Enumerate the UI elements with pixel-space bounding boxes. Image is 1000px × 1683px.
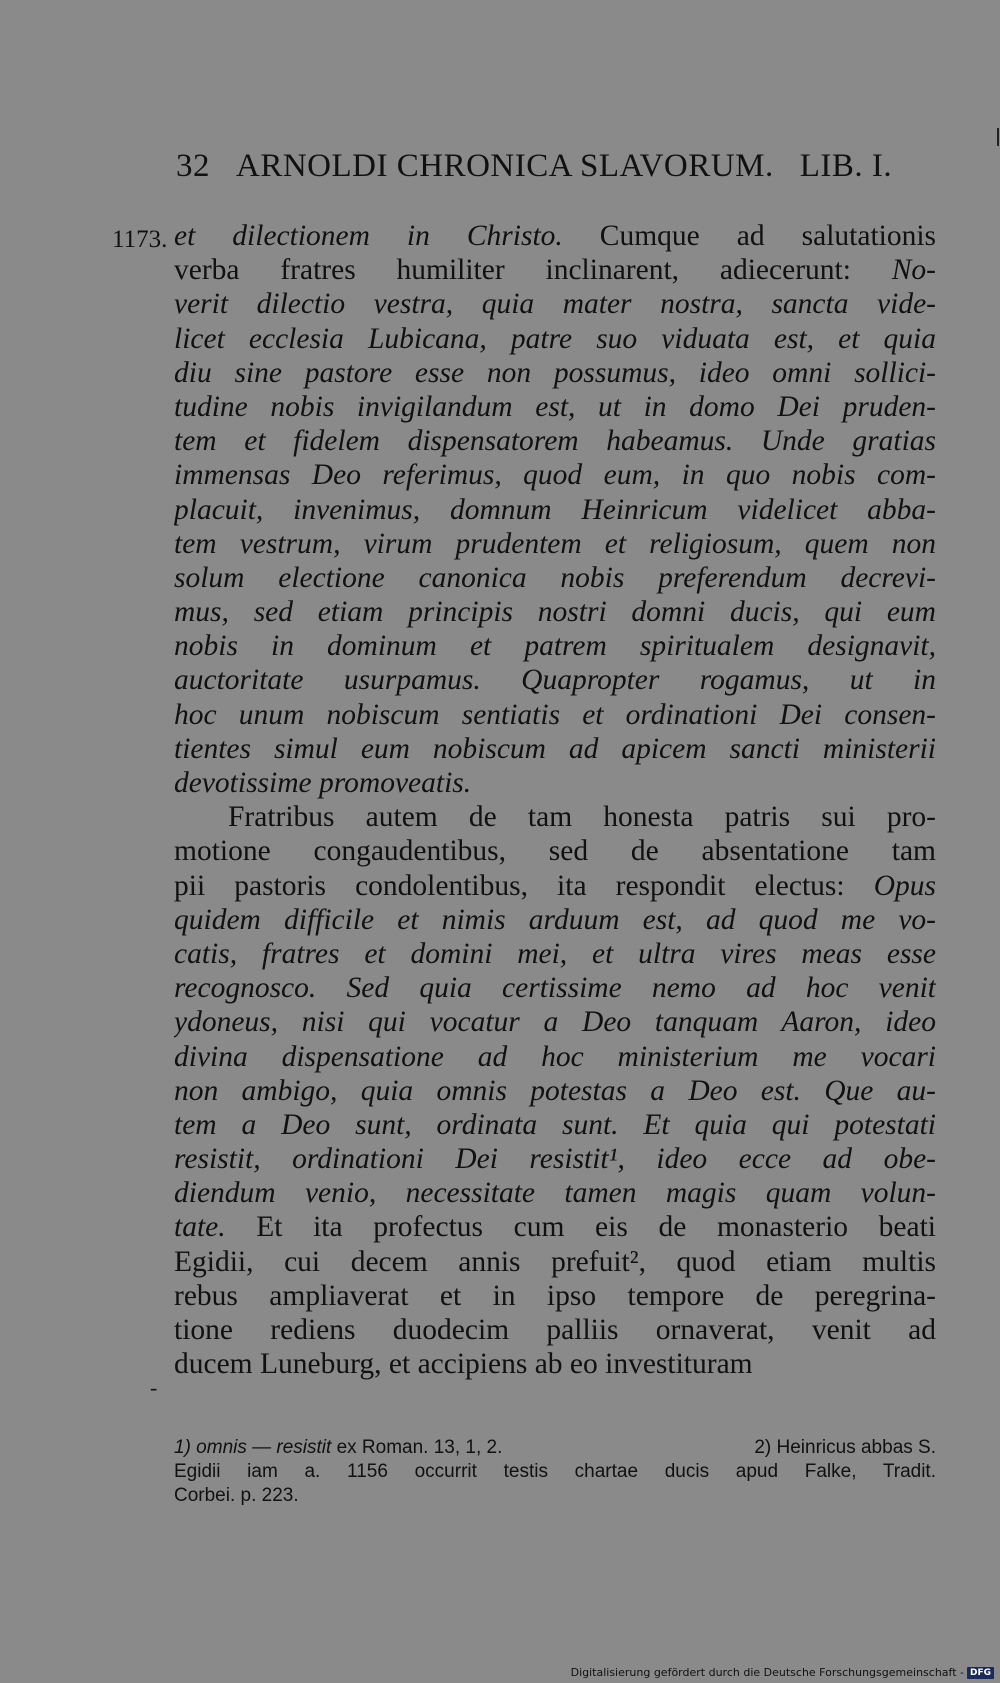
text-segment: tem a Deo sunt, ordinata sunt. Et quia qui potestati bbox=[174, 1108, 936, 1141]
text-line bbox=[174, 424, 936, 458]
book-label: LIB. I. bbox=[799, 148, 893, 184]
text-segment: No- bbox=[891, 254, 936, 287]
text-segment: Opus bbox=[873, 869, 936, 902]
text-segment: tem et fidelem dispensatorem habeamus. Unde gratias bbox=[174, 425, 936, 458]
page-number: 32 bbox=[176, 148, 210, 184]
text-segment: tientes simul eum nobiscum ad apicem sancti ministerii bbox=[174, 732, 936, 765]
text-line bbox=[174, 390, 936, 424]
text-segment: Egidii, cui decem annis prefuit², quod etiam multis bbox=[174, 1245, 936, 1278]
running-header bbox=[176, 148, 936, 185]
text-segment: motione congaudentibus, sed de absentatione tam bbox=[174, 835, 936, 868]
text-line bbox=[174, 1245, 936, 1279]
footnote-1-ref: 1) omnis — resistit bbox=[174, 1437, 332, 1458]
text-line bbox=[174, 766, 936, 800]
text-segment: mus, sed etiam principis nostri domni ducis, qui eum bbox=[174, 596, 936, 629]
text-line bbox=[174, 869, 936, 903]
text-segment: nobis in dominum et patrem spiritualem designavit, bbox=[174, 630, 936, 663]
scan-edge-mark bbox=[997, 128, 999, 146]
text-line bbox=[174, 219, 936, 253]
text-line bbox=[174, 1108, 936, 1142]
text-line bbox=[174, 1176, 936, 1210]
body-text bbox=[174, 219, 936, 1381]
text-segment: solum electione canonica nobis preferendum decrevi- bbox=[174, 561, 936, 594]
text-line bbox=[174, 1347, 936, 1381]
text-line bbox=[174, 800, 936, 834]
text-segment: ducem Luneburg, et accipiens ab eo investituram bbox=[174, 1348, 753, 1381]
text-line bbox=[174, 322, 936, 356]
text-line bbox=[174, 253, 936, 287]
text-segment: hoc unum nobiscum sentiatis et ordinationi Dei consen- bbox=[174, 698, 936, 731]
text-segment: quidem difficile et nimis arduum est, ad quod me vo- bbox=[174, 903, 936, 936]
text-line bbox=[174, 561, 936, 595]
footnote-line-1 bbox=[174, 1436, 936, 1460]
text-segment: resistit, ordinationi Dei resistit¹, ideo ecce ad obe- bbox=[174, 1143, 936, 1176]
text-segment: licet ecclesia Lubicana, patre suo viduata est, et quia bbox=[174, 322, 936, 355]
margin-mark: - bbox=[150, 1375, 158, 1400]
text-segment: tate. bbox=[174, 1211, 226, 1244]
text-line bbox=[174, 458, 936, 492]
text-line bbox=[174, 1210, 936, 1244]
text-line bbox=[174, 1074, 936, 1108]
text-segment: recognosco. Sed quia certissime nemo ad hoc venit bbox=[174, 972, 936, 1005]
footnotes bbox=[174, 1436, 936, 1508]
text-line bbox=[174, 629, 936, 663]
text-segment: Et ita profectus cum eis de monasterio beati bbox=[225, 1211, 936, 1244]
text-segment: tudine nobis invigilandum est, ut in domo Dei pruden- bbox=[174, 390, 936, 423]
text-segment: pii pastoris condolentibus, ita respondit electus: bbox=[174, 869, 874, 902]
text-segment: non ambigo, quia omnis potestas a Deo est. Que au- bbox=[174, 1074, 936, 1107]
credit-text: Digitalisierung gefördert durch die Deutsche Forschungsgemeinschaft - bbox=[570, 1666, 964, 1679]
running-title: ARNOLDI CHRONICA SLAVORUM. bbox=[236, 148, 774, 184]
text-segment: diendum venio, necessitate tamen magis quam volun- bbox=[174, 1177, 936, 1210]
text-segment: et dilectionem in Christo. bbox=[174, 220, 563, 252]
text-line bbox=[174, 287, 936, 321]
text-segment: verit dilectio vestra, quia mater nostra, sancta vide- bbox=[174, 288, 936, 321]
footnote-1 bbox=[174, 1436, 502, 1460]
footnote-1-source: ex Roman. 13, 1, 2. bbox=[331, 1437, 503, 1458]
text-segment: rebus ampliaverat et in ipso tempore de peregrina- bbox=[174, 1279, 936, 1312]
text-line bbox=[174, 493, 936, 527]
text-line bbox=[174, 595, 936, 629]
text-segment: catis, fratres et domini mei, et ultra vires meas esse bbox=[174, 937, 936, 970]
text-line bbox=[174, 698, 936, 732]
text-segment: Fratribus autem de tam honesta patris sui pro- bbox=[228, 801, 936, 834]
text-line bbox=[174, 663, 936, 697]
text-segment: placuit, invenimus, domnum Heinricum videlicet abba- bbox=[174, 493, 936, 526]
footnote-line-3: Corbei. p. 223. bbox=[174, 1485, 299, 1506]
dfg-logo: DFG bbox=[967, 1667, 994, 1679]
text-line bbox=[174, 937, 936, 971]
text-line bbox=[174, 1005, 936, 1039]
text-line bbox=[174, 732, 936, 766]
text-segment: devotissime promoveatis. bbox=[174, 767, 472, 799]
text-segment: auctoritate usurpamus. Quapropter rogamus, ut in bbox=[174, 664, 936, 697]
text-segment: tem vestrum, virum prudentem et religiosum, quem non bbox=[174, 527, 936, 560]
digitization-credit bbox=[571, 1666, 994, 1679]
text-line bbox=[174, 834, 936, 868]
text-line bbox=[174, 1313, 936, 1347]
footnote-line-2: Egidii iam a. 1156 occurrit testis chartae ducis apud Falke, Tradit. bbox=[174, 1461, 936, 1482]
text-line bbox=[174, 971, 936, 1005]
text-segment: divina dispensatione ad hoc ministerium me vocari bbox=[174, 1040, 936, 1073]
text-line bbox=[174, 1142, 936, 1176]
text-line bbox=[174, 356, 936, 390]
text-segment: diu sine pastore esse non possumus, ideo omni sollici- bbox=[174, 356, 936, 389]
text-line bbox=[174, 1040, 936, 1074]
text-segment: verba fratres humiliter inclinarent, adiecerunt: bbox=[174, 254, 892, 287]
footnote-2-start: 2) Heinricus abbas S. bbox=[754, 1437, 936, 1458]
text-segment: tione rediens duodecim palliis ornaverat, venit ad bbox=[174, 1314, 936, 1346]
margin-year: 1173. bbox=[112, 226, 168, 253]
text-line bbox=[174, 527, 936, 561]
text-line bbox=[174, 1279, 936, 1313]
text-line bbox=[174, 903, 936, 937]
text-segment: ydoneus, nisi qui vocatur a Deo tanquam Aaron, ideo bbox=[174, 1006, 936, 1039]
text-segment: immensas Deo referimus, quod eum, in quo nobis com- bbox=[174, 459, 936, 492]
text-segment: Cumque ad salutationis bbox=[562, 220, 936, 252]
